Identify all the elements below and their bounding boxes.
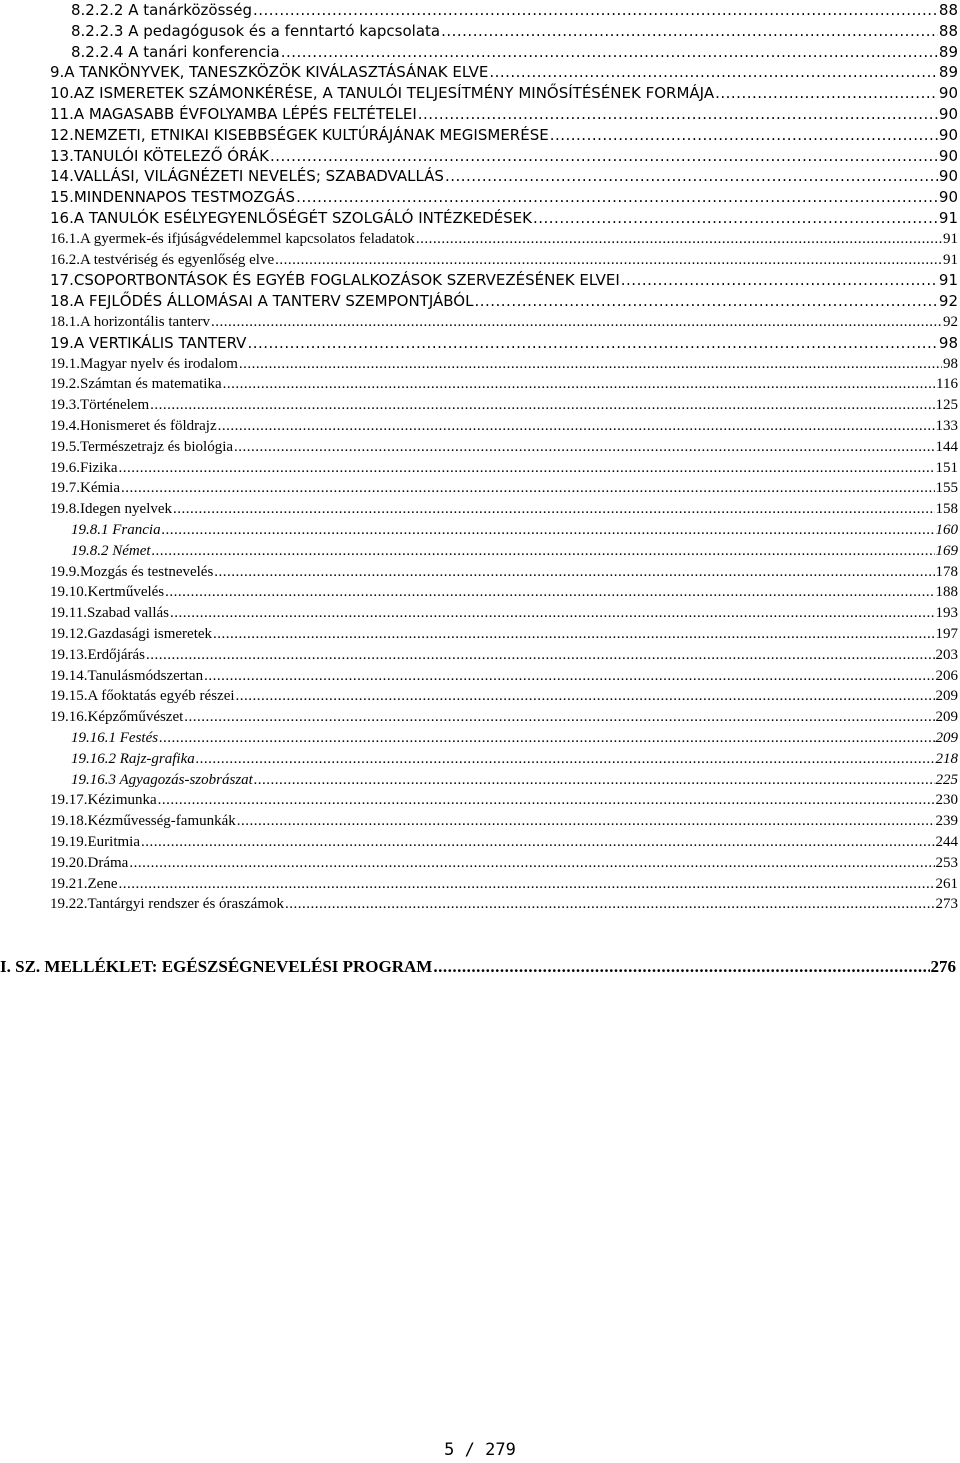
toc-entry[interactable] — [0, 874, 960, 894]
toc-entry[interactable] — [0, 686, 960, 706]
toc-entry-label: 19.7.Kémia — [50, 480, 120, 497]
toc-entry-label: 14.VALLÁSI, VILÁGNÉZETI NEVELÉS; SZABADVALLÁS — [50, 167, 444, 186]
toc-entry-label: 15.MINDENNAPOS TESTMOZGÁS — [50, 188, 296, 207]
toc-entry-label: 8.2.2.2 A tanárközösség — [71, 1, 252, 19]
toc-leader-dots — [223, 374, 935, 394]
toc-entry[interactable] — [0, 562, 960, 582]
toc-entry[interactable] — [0, 62, 960, 82]
toc-entry-page: 88 — [938, 1, 958, 19]
toc-entry[interactable] — [0, 728, 960, 748]
toc-entry-label: 19.3.Történelem — [50, 397, 150, 414]
toc-entry-label: 8.2.2.3 A pedagógusok és a fenntartó kapcsolata — [71, 21, 441, 40]
toc-entry[interactable] — [0, 790, 960, 810]
toc-leader-dots — [275, 250, 942, 270]
toc-entry-page: 273 — [935, 896, 958, 913]
toc-entry[interactable] — [0, 520, 960, 540]
toc-entry-page: 116 — [936, 376, 958, 393]
toc-entry-label: 19.21.Zene — [50, 875, 118, 892]
toc-entry-label: 19.13.Erdőjárás — [50, 646, 145, 663]
toc-entry[interactable] — [0, 458, 960, 478]
toc-entry-page: 225 — [935, 771, 958, 788]
toc-entry-page: 98 — [943, 355, 958, 372]
toc-entry[interactable] — [0, 832, 960, 852]
toc-entry-label: 16.1.A gyermek-és ifjúságvédelemmel kapcsolatos feladatok — [50, 230, 415, 247]
toc-entry-label: 12.NEMZETI, ETNIKAI KISEBBSÉGEK KULTÚRÁJÁNAK MEGISMERÉSE — [50, 125, 549, 144]
toc-entry-label: 19.8.2 Német — [71, 542, 151, 559]
toc-leader-dots — [118, 874, 934, 894]
toc-entry[interactable] — [0, 333, 960, 353]
toc-leader-dots — [159, 728, 934, 748]
toc-entry-page: 89 — [938, 63, 958, 82]
toc-leader-dots — [152, 541, 935, 561]
toc-entry[interactable] — [0, 603, 960, 623]
toc-entry-page: 197 — [935, 626, 958, 642]
toc-entry-page: 90 — [938, 146, 958, 165]
toc-leader-dots — [533, 208, 938, 228]
toc-entry-page: 90 — [938, 105, 958, 123]
toc-entry[interactable] — [0, 42, 960, 62]
toc-entry[interactable] — [0, 125, 960, 145]
toc-entry-page: 206 — [935, 667, 958, 684]
toc-entry[interactable] — [0, 894, 960, 914]
toc-leader-dots — [121, 478, 935, 498]
toc-entry-label: 16.2.A testvériség és egyenlőség elve — [50, 251, 275, 268]
toc-entry-page: 90 — [938, 167, 958, 186]
toc-leader-dots — [253, 0, 938, 20]
toc-entry-label: 19.17.Kézimunka — [50, 792, 157, 809]
toc-leader-dots — [239, 354, 942, 374]
toc-entry-label: 19.10.Kertművelés — [50, 584, 165, 601]
toc-entry-page: 91 — [943, 251, 958, 268]
toc-leader-dots — [433, 957, 929, 977]
toc-entry-label: 19.8.Idegen nyelvek — [50, 501, 173, 518]
toc-entry[interactable] — [0, 666, 960, 686]
toc-entry[interactable] — [0, 541, 960, 561]
toc-entry-label: 19.15.A főoktatás egyéb részei — [50, 688, 235, 705]
toc-entry-page: 158 — [935, 501, 958, 518]
toc-entry-page: 209 — [935, 688, 958, 705]
toc-entry-page: 92 — [938, 292, 958, 311]
toc-entry-page: 178 — [935, 563, 958, 580]
toc-leader-dots — [173, 499, 934, 519]
toc-entry[interactable] — [0, 104, 960, 124]
toc-leader-dots — [141, 832, 935, 852]
toc-entry-page: 239 — [935, 813, 958, 830]
toc-entry-label: 19.18.Kézművesség-famunkák — [50, 813, 236, 830]
toc-leader-dots — [254, 770, 935, 790]
toc-leader-dots — [416, 229, 942, 249]
toc-entry[interactable] — [0, 166, 960, 186]
toc-entry-label: 19.22.Tantárgyi rendszer és óraszámok — [50, 896, 285, 913]
toc-leader-dots — [184, 707, 934, 727]
toc-entry-page: 253 — [935, 854, 958, 871]
toc-entry[interactable] — [0, 770, 960, 790]
toc-leader-dots — [129, 853, 934, 873]
toc-entry-label: 19.11.Szabad vallás — [50, 605, 169, 622]
toc-entry[interactable] — [0, 187, 960, 207]
toc-leader-dots — [445, 166, 938, 186]
toc-entry-label: 19.4.Honismeret és földrajz — [50, 418, 217, 434]
toc-entry-page: 91 — [938, 209, 958, 227]
toc-leader-dots — [441, 21, 938, 41]
toc-entry[interactable] — [0, 707, 960, 727]
toc-entry[interactable] — [0, 582, 960, 602]
toc-entry[interactable] — [0, 208, 960, 228]
toc-leader-dots — [211, 312, 942, 332]
toc-entry-label: I. SZ. MELLÉKLET: EGÉSZSÉGNEVELÉSI PROGRAM — [0, 957, 433, 976]
toc-entry[interactable] — [0, 146, 960, 166]
toc-entry[interactable] — [0, 374, 960, 394]
toc-entry[interactable] — [0, 229, 960, 249]
toc-leader-dots — [146, 645, 935, 665]
toc-entry-label: 13.TANULÓI KÖTELEZŐ ÓRÁK — [50, 146, 270, 165]
toc-leader-dots — [715, 83, 938, 103]
toc-entry-page: 209 — [935, 730, 958, 746]
toc-entry-label: 8.2.2.4 A tanári konferencia — [71, 42, 280, 61]
toc-entry[interactable] — [0, 853, 960, 873]
toc-entry-page: 125 — [935, 397, 958, 414]
toc-leader-dots — [621, 270, 938, 290]
toc-entry-label: 18.A FEJLŐDÉS ÁLLOMÁSAI A TANTERV SZEMPONTJÁBÓL — [50, 292, 474, 311]
toc-leader-dots — [119, 458, 935, 478]
toc-entry-page: 91 — [943, 230, 958, 247]
toc-leader-dots — [196, 749, 935, 769]
toc-entry[interactable] — [0, 395, 960, 415]
toc-leader-dots — [150, 395, 934, 415]
toc-leader-dots — [247, 333, 937, 353]
toc-leader-dots — [213, 624, 934, 644]
toc-entry-label: 19.6.Fizika — [50, 459, 118, 476]
toc-entry-page: 188 — [935, 584, 958, 601]
toc-entry[interactable] — [0, 749, 960, 769]
toc-entry-page: 98 — [938, 333, 958, 352]
toc-entry-label: 19.20.Dráma — [50, 854, 129, 871]
toc-entry-label: 19.8.1 Francia — [71, 522, 161, 538]
toc-entry-page: 88 — [938, 21, 958, 40]
toc-entry[interactable] — [0, 270, 960, 290]
toc-entry-label: 18.1.A horizontális tanterv — [50, 314, 210, 330]
toc-entry[interactable] — [0, 354, 960, 374]
toc-leader-dots — [237, 811, 935, 831]
toc-leader-dots — [236, 686, 935, 706]
toc-entry-label: 19.16.2 Rajz-grafika — [71, 750, 195, 767]
toc-entry-label: 19.1.Magyar nyelv és irodalom — [50, 355, 238, 372]
toc-entry-page: 151 — [935, 459, 958, 476]
toc-entry[interactable] — [0, 478, 960, 498]
toc-entry-page: 244 — [935, 834, 958, 850]
toc-leader-dots — [218, 416, 935, 436]
toc-entry-label: 19.16.Képzőművészet — [50, 709, 184, 726]
toc-entry[interactable] — [0, 624, 960, 644]
toc-entry-label: 19.16.1 Festés — [71, 730, 159, 746]
toc-leader-dots — [296, 187, 938, 207]
toc-entry[interactable] — [0, 250, 960, 270]
toc-entry-page: 209 — [935, 709, 958, 726]
toc-leader-dots — [550, 125, 938, 145]
toc-entry[interactable] — [0, 437, 960, 457]
toc-entry-label: 9.A TANKÖNYVEK, TANESZKÖZÖK KIVÁLASZTÁSÁNAK ELVE — [50, 63, 489, 82]
toc-entry-label: 19.5.Természetrajz és biológia — [50, 438, 234, 455]
toc-entry-page: 90 — [938, 125, 958, 144]
toc-leader-dots — [285, 894, 934, 914]
toc-entry-page: 144 — [935, 438, 958, 455]
toc-leader-dots — [281, 42, 938, 62]
page-indicator: 5 / 279 — [444, 1440, 516, 1460]
toc-entry[interactable] — [0, 416, 960, 436]
toc-entry[interactable] — [0, 83, 960, 103]
toc-entry-label: 16.A TANULÓK ESÉLYEGYENLŐSÉGÉT SZOLGÁLÓ INTÉZKEDÉSEK — [50, 209, 532, 227]
toc-leader-dots — [234, 437, 934, 457]
toc-leader-dots — [204, 666, 934, 686]
toc-entry-page: 90 — [938, 188, 958, 207]
toc-entry-label: 19.16.3 Agyagozás-szobrászat — [71, 771, 253, 788]
toc-leader-dots — [170, 603, 935, 623]
toc-entry-page: 90 — [938, 84, 958, 103]
toc-leader-dots — [418, 104, 938, 124]
toc-entry[interactable] — [0, 957, 960, 977]
toc-entry-page: 133 — [935, 418, 958, 434]
toc-entry-page: 203 — [935, 646, 958, 663]
toc-entry-page: 261 — [935, 875, 958, 892]
toc-entry-page: 160 — [935, 522, 958, 538]
toc-leader-dots — [165, 582, 934, 602]
toc-entry-page: 276 — [930, 957, 956, 976]
toc-entry-page: 169 — [935, 542, 958, 559]
toc-leader-dots — [158, 790, 935, 810]
toc-entry-page: 218 — [935, 750, 958, 767]
toc-entry-page: 193 — [935, 605, 958, 622]
toc-entry-label: 19.2.Számtan és matematika — [50, 376, 222, 393]
toc-leader-dots — [214, 562, 934, 582]
toc-entry[interactable] — [0, 499, 960, 519]
toc-entry-page: 91 — [938, 271, 958, 290]
toc-entry-page: 92 — [943, 314, 958, 330]
toc-entry-page: 89 — [938, 42, 958, 61]
toc-leader-dots — [489, 62, 938, 82]
toc-entry[interactable] — [0, 21, 960, 41]
toc-leader-dots — [162, 520, 935, 540]
toc-entry-label: 19.19.Euritmia — [50, 834, 140, 850]
toc-entry[interactable] — [0, 0, 960, 20]
toc-entry-label: 17.CSOPORTBONTÁSOK ÉS EGYÉB FOGLALKOZÁSOK SZERVEZÉSÉNEK ELVEI — [50, 271, 620, 290]
toc-entry-label: 11.A MAGASABB ÉVFOLYAMBA LÉPÉS FELTÉTELEI — [50, 105, 417, 123]
toc-entry[interactable] — [0, 312, 960, 332]
toc-leader-dots — [270, 146, 938, 166]
toc-entry[interactable] — [0, 811, 960, 831]
toc-entry[interactable] — [0, 291, 960, 311]
toc-entry-page: 155 — [935, 480, 958, 497]
toc-entry-label: 10.AZ ISMERETEK SZÁMONKÉRÉSE, A TANULÓI TELJESÍTMÉNY MINŐSÍTÉSÉNEK FORMÁJA — [50, 84, 715, 103]
toc-entry[interactable] — [0, 645, 960, 665]
toc-leader-dots — [474, 291, 937, 311]
toc-entry-page: 230 — [935, 792, 958, 809]
toc-entry-label: 19.9.Mozgás és testnevelés — [50, 563, 214, 580]
toc-entry-label: 19.14.Tanulásmódszertan — [50, 667, 204, 684]
toc-entry-label: 19.12.Gazdasági ismeretek — [50, 626, 213, 642]
toc-entry-label: 19.A VERTIKÁLIS TANTERV — [50, 333, 247, 352]
